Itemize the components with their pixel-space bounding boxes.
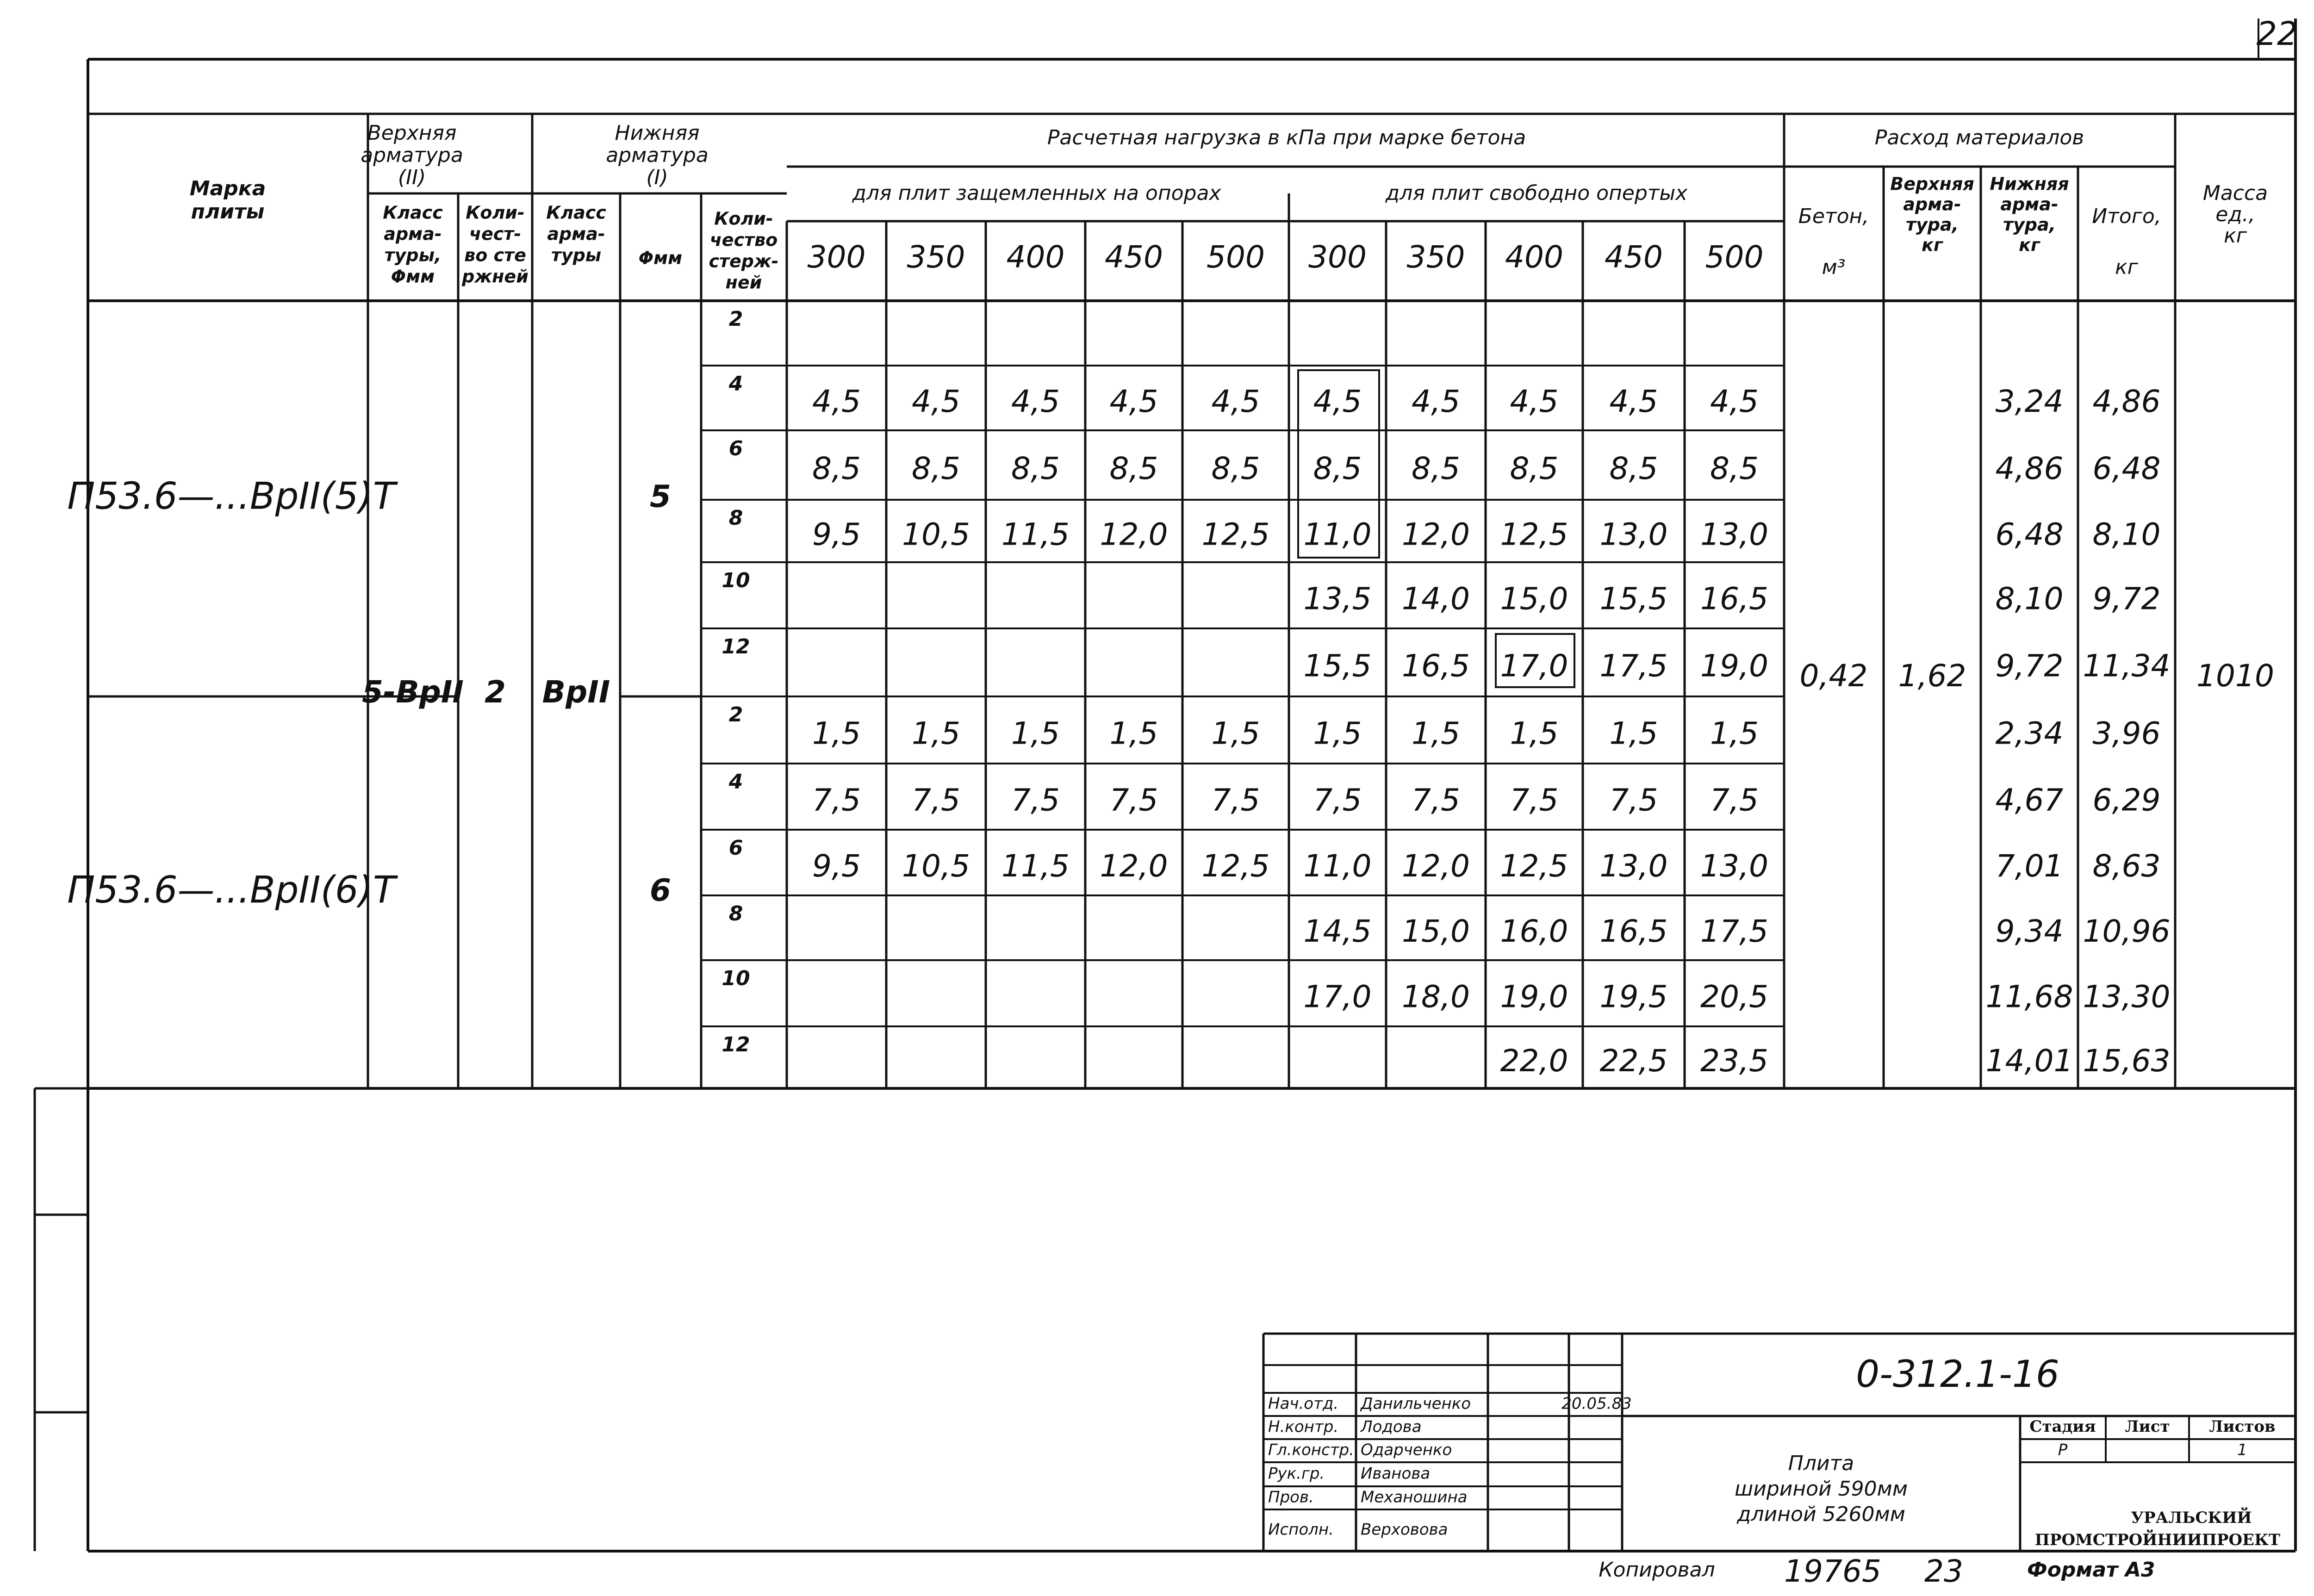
- sheet-number: 22: [2256, 15, 2298, 53]
- header-lower-material: арма-: [2000, 194, 2059, 215]
- header-mass: Масса: [2202, 181, 2268, 205]
- load-simply: 4,5: [1510, 384, 1559, 420]
- slab-mark: П53.6—...ВрII(5)Т: [67, 474, 396, 518]
- signature-role: Исполн.: [1268, 1520, 1334, 1539]
- header-lower-class: арма-: [547, 224, 605, 244]
- total-material: 8,10: [2092, 516, 2161, 553]
- header-upper-count: во сте: [464, 245, 526, 266]
- load-simply: 13,0: [1599, 848, 1668, 884]
- load-simply: 4,5: [1412, 384, 1460, 420]
- load-simply: 16,0: [1500, 913, 1568, 950]
- signature-name: Верховова: [1361, 1520, 1448, 1539]
- load-simply: 16,5: [1402, 648, 1470, 684]
- lower-material: 7,01: [1995, 848, 2064, 884]
- load-simply: 15,5: [1303, 648, 1372, 684]
- load-simply: 15,5: [1599, 581, 1668, 617]
- load-simply: 14,5: [1303, 913, 1372, 950]
- header-clamped: для плит защемленных на опорах: [852, 181, 1221, 205]
- load-simply: 1,5: [1510, 715, 1559, 751]
- load-clamped: 7,5: [1109, 782, 1158, 818]
- load-simply: 7,5: [1510, 782, 1559, 818]
- header-upper-count: Коли-: [466, 202, 525, 223]
- lower-material: 14,01: [1985, 1043, 2073, 1079]
- lower-material: 4,86: [1995, 451, 2064, 487]
- grade-label: 300: [807, 239, 866, 275]
- load-clamped: 9,5: [812, 848, 861, 884]
- header-materials: Расход материалов: [1874, 126, 2084, 149]
- load-clamped: 4,5: [1109, 384, 1158, 420]
- lower-material: 6,48: [1995, 516, 2064, 553]
- signature-role: Н.контр.: [1268, 1417, 1339, 1436]
- load-simply: 18,0: [1402, 979, 1470, 1015]
- load-simply: 1,5: [1412, 715, 1460, 751]
- upper-class: 5-ВрII: [362, 674, 464, 710]
- stage-label: Стадия: [2029, 1417, 2096, 1436]
- load-clamped: 1,5: [1211, 715, 1260, 751]
- load-simply: 22,5: [1599, 1043, 1668, 1079]
- load-clamped: 10,5: [902, 516, 970, 553]
- header-upper-count: чест-: [469, 224, 522, 244]
- load-clamped: 7,5: [912, 782, 960, 818]
- header-upper-count: ржней: [462, 266, 529, 287]
- drawing-title: шириной 590мм: [1734, 1477, 1908, 1501]
- header-upper-class: арма-: [384, 224, 442, 244]
- header-upper-material: кг: [1922, 235, 1943, 255]
- header-upper-class: Класс: [383, 202, 443, 223]
- header-upper-class: Φмм: [391, 266, 435, 287]
- lower-material: 2,34: [1995, 715, 2064, 751]
- load-simply: 12,5: [1500, 516, 1568, 553]
- grade-label: 400: [1006, 239, 1065, 275]
- load-clamped: 8,5: [1011, 451, 1060, 487]
- signature-name: Данильченко: [1361, 1394, 1471, 1413]
- total-material: 6,48: [2092, 451, 2161, 487]
- header-lower-rebar: Нижняя: [615, 121, 700, 145]
- header-simply-supported: для плит свободно опертых: [1385, 181, 1688, 205]
- load-simply: 7,5: [1710, 782, 1759, 818]
- load-simply: 11,0: [1303, 516, 1372, 553]
- sheets-label: Листов: [2209, 1417, 2276, 1436]
- upper-count: 2: [485, 674, 506, 710]
- load-simply: 1,5: [1710, 715, 1759, 751]
- signature-name: Лодова: [1361, 1417, 1422, 1436]
- load-clamped: 4,5: [1211, 384, 1260, 420]
- bar-count: 10: [722, 967, 750, 990]
- bar-count: 8: [728, 902, 743, 925]
- header-total: Итого,: [2092, 205, 2161, 228]
- total-material: 13,30: [2083, 979, 2171, 1015]
- load-clamped: 11,5: [1001, 848, 1070, 884]
- load-clamped: 11,5: [1001, 516, 1070, 553]
- bar-count: 8: [728, 506, 743, 530]
- load-simply: 12,5: [1500, 848, 1568, 884]
- lower-diameter: 6: [650, 872, 671, 908]
- header-concrete: м³: [1822, 255, 1846, 279]
- load-simply: 17,0: [1500, 648, 1568, 684]
- signature-name: Иванова: [1361, 1464, 1431, 1483]
- header-slab-mark: плиты: [191, 200, 265, 224]
- header-lower-rebar: арматура: [606, 143, 709, 167]
- load-clamped: 12,0: [1100, 516, 1168, 553]
- load-clamped: 9,5: [812, 516, 861, 553]
- lower-material: 4,67: [1995, 782, 2064, 818]
- load-simply: 20,5: [1700, 979, 1768, 1015]
- organization: УРАЛЬСКИЙ: [2131, 1509, 2252, 1527]
- header-lower-material: тура,: [2003, 214, 2056, 235]
- bar-count: 6: [728, 437, 743, 460]
- load-simply: 4,5: [1710, 384, 1759, 420]
- load-clamped: 4,5: [812, 384, 861, 420]
- grade-label: 350: [1406, 239, 1465, 275]
- load-simply: 13,0: [1599, 516, 1668, 553]
- unit-mass: 1010: [2196, 658, 2274, 694]
- load-simply: 17,0: [1303, 979, 1372, 1015]
- bar-count: 10: [722, 569, 750, 592]
- bar-count: 2: [728, 307, 743, 331]
- drawing-title: Плита: [1788, 1452, 1854, 1475]
- lower-class: ВрII: [542, 674, 610, 710]
- signature-name: Механошина: [1361, 1488, 1468, 1507]
- grade-label: 400: [1505, 239, 1563, 275]
- total-material: 6,29: [2092, 782, 2161, 818]
- load-simply: 7,5: [1609, 782, 1658, 818]
- bar-count: 2: [728, 703, 743, 727]
- header-lower-count: ней: [725, 272, 762, 293]
- grade-label: 500: [1207, 239, 1265, 275]
- header-upper-class: туры,: [384, 245, 442, 266]
- load-clamped: 7,5: [1011, 782, 1060, 818]
- header-slab-mark: Марка: [189, 177, 266, 200]
- header-lower-class: Класс: [546, 202, 606, 223]
- signature-role: Рук.гр.: [1268, 1464, 1325, 1483]
- load-simply: 8,5: [1412, 451, 1460, 487]
- load-clamped: 4,5: [912, 384, 960, 420]
- copy-page: 23: [1924, 1553, 1963, 1590]
- grade-label: 350: [907, 239, 965, 275]
- signature-role: Гл.констр.: [1268, 1441, 1354, 1459]
- load-simply: 19,0: [1500, 979, 1568, 1015]
- sheet-label: Лист: [2125, 1417, 2170, 1436]
- load-clamped: 8,5: [1211, 451, 1260, 487]
- bar-count: 4: [728, 372, 743, 396]
- load-simply: 19,5: [1599, 979, 1668, 1015]
- load-simply: 7,5: [1412, 782, 1460, 818]
- load-simply: 4,5: [1609, 384, 1658, 420]
- load-clamped: 7,5: [812, 782, 861, 818]
- header-upper-rebar: Верхняя: [367, 121, 457, 145]
- bar-count: 12: [722, 635, 750, 658]
- upper-material: 1,62: [1898, 658, 1966, 694]
- header-upper-material: тура,: [1905, 214, 1959, 235]
- load-simply: 23,5: [1700, 1043, 1768, 1079]
- organization: ПРОМСТРОЙНИИПРОЕКТ: [2034, 1531, 2281, 1549]
- load-simply: 16,5: [1700, 581, 1768, 617]
- load-clamped: 1,5: [1011, 715, 1060, 751]
- load-simply: 1,5: [1313, 715, 1362, 751]
- load-simply: 8,5: [1609, 451, 1658, 487]
- lower-material: 9,34: [1995, 913, 2064, 950]
- load-simply: 14,0: [1402, 581, 1470, 617]
- document-code: 0-312.1-16: [1856, 1352, 2059, 1396]
- header-lower-count: стерж-: [709, 251, 779, 272]
- copy-number: 19765: [1784, 1553, 1881, 1590]
- load-simply: 8,5: [1313, 451, 1362, 487]
- load-simply: 13,5: [1303, 581, 1372, 617]
- load-simply: 13,0: [1700, 848, 1768, 884]
- signature-name: Одарченко: [1361, 1441, 1452, 1459]
- load-simply: 13,0: [1700, 516, 1768, 553]
- header-mass: кг: [2224, 224, 2247, 248]
- load-simply: 8,5: [1710, 451, 1759, 487]
- header-lower-diam: Φмм: [638, 248, 683, 268]
- header-lower-material: Нижняя: [1990, 174, 2069, 194]
- header-lower-count: чество: [709, 230, 778, 250]
- lower-material: 8,10: [1995, 581, 2064, 617]
- load-simply: 4,5: [1313, 384, 1362, 420]
- grade-label: 300: [1308, 239, 1367, 275]
- bar-count: 6: [728, 836, 743, 860]
- load-simply: 1,5: [1609, 715, 1658, 751]
- total-material: 3,96: [2092, 715, 2161, 751]
- bar-count: 12: [722, 1033, 750, 1056]
- load-clamped: 10,5: [902, 848, 970, 884]
- drawing-title: длиной 5260мм: [1737, 1503, 1905, 1526]
- load-simply: 15,0: [1402, 913, 1470, 950]
- header-upper-material: арма-: [1903, 194, 1961, 215]
- grade-label: 450: [1605, 239, 1663, 275]
- load-simply: 17,5: [1700, 913, 1768, 950]
- load-clamped: 8,5: [812, 451, 861, 487]
- total-material: 10,96: [2083, 913, 2171, 950]
- lower-material: 9,72: [1995, 648, 2064, 684]
- load-simply: 22,0: [1500, 1043, 1568, 1079]
- signature-role: Нач.отд.: [1268, 1394, 1339, 1413]
- load-simply: 16,5: [1599, 913, 1668, 950]
- load-simply: 12,0: [1402, 516, 1470, 553]
- sheets-value: 1: [2237, 1441, 2247, 1459]
- load-clamped: 8,5: [1109, 451, 1158, 487]
- slab-mark: П53.6—...ВрII(6)Т: [67, 868, 396, 912]
- lower-material: 11,68: [1985, 979, 2073, 1015]
- load-clamped: 1,5: [812, 715, 861, 751]
- load-clamped: 12,0: [1100, 848, 1168, 884]
- signature-date: 20.05.83: [1561, 1394, 1632, 1413]
- load-clamped: 12,5: [1201, 848, 1270, 884]
- header-lower-rebar: (I): [646, 166, 668, 189]
- load-simply: 15,0: [1500, 581, 1568, 617]
- header-lower-count: Коли-: [714, 208, 773, 229]
- load-simply: 11,0: [1303, 848, 1372, 884]
- total-material: 15,63: [2083, 1043, 2171, 1079]
- header-lower-material: кг: [2019, 235, 2040, 255]
- header-load-title: Расчетная нагрузка в кПа при марке бетона: [1047, 126, 1526, 149]
- load-simply: 8,5: [1510, 451, 1559, 487]
- concrete-volume: 0,42: [1799, 658, 1868, 694]
- grid-lines: [35, 19, 2295, 1551]
- total-material: 11,34: [2083, 648, 2171, 684]
- load-clamped: 7,5: [1211, 782, 1260, 818]
- load-simply: 7,5: [1313, 782, 1362, 818]
- load-simply: 17,5: [1599, 648, 1668, 684]
- header-concrete: Бетон,: [1798, 205, 1869, 228]
- load-clamped: 1,5: [1109, 715, 1158, 751]
- total-material: 9,72: [2092, 581, 2161, 617]
- signature-role: Пров.: [1268, 1488, 1314, 1507]
- load-clamped: 1,5: [912, 715, 960, 751]
- load-clamped: 4,5: [1011, 384, 1060, 420]
- lower-material: 3,24: [1995, 384, 2064, 420]
- grade-label: 500: [1705, 239, 1764, 275]
- total-material: 4,86: [2092, 384, 2161, 420]
- header-mass: ед.,: [2215, 203, 2255, 226]
- load-simply: 12,0: [1402, 848, 1470, 884]
- header-lower-class: туры: [551, 245, 602, 266]
- format-label: Формат А3: [2027, 1558, 2155, 1582]
- load-simply: 19,0: [1700, 648, 1768, 684]
- load-clamped: 12,5: [1201, 516, 1270, 553]
- grade-label: 450: [1105, 239, 1163, 275]
- header-upper-rebar: арматура: [361, 143, 463, 167]
- header-upper-rebar: (II): [398, 166, 426, 189]
- lower-diameter: 5: [650, 478, 671, 515]
- header-total: кг: [2115, 255, 2138, 279]
- copied-label: Копировал: [1599, 1558, 1715, 1582]
- bar-count: 4: [728, 770, 743, 794]
- total-material: 8,63: [2092, 848, 2161, 884]
- load-clamped: 8,5: [912, 451, 960, 487]
- stage-value: Р: [2058, 1441, 2068, 1459]
- header-upper-material: Верхняя: [1890, 174, 1974, 194]
